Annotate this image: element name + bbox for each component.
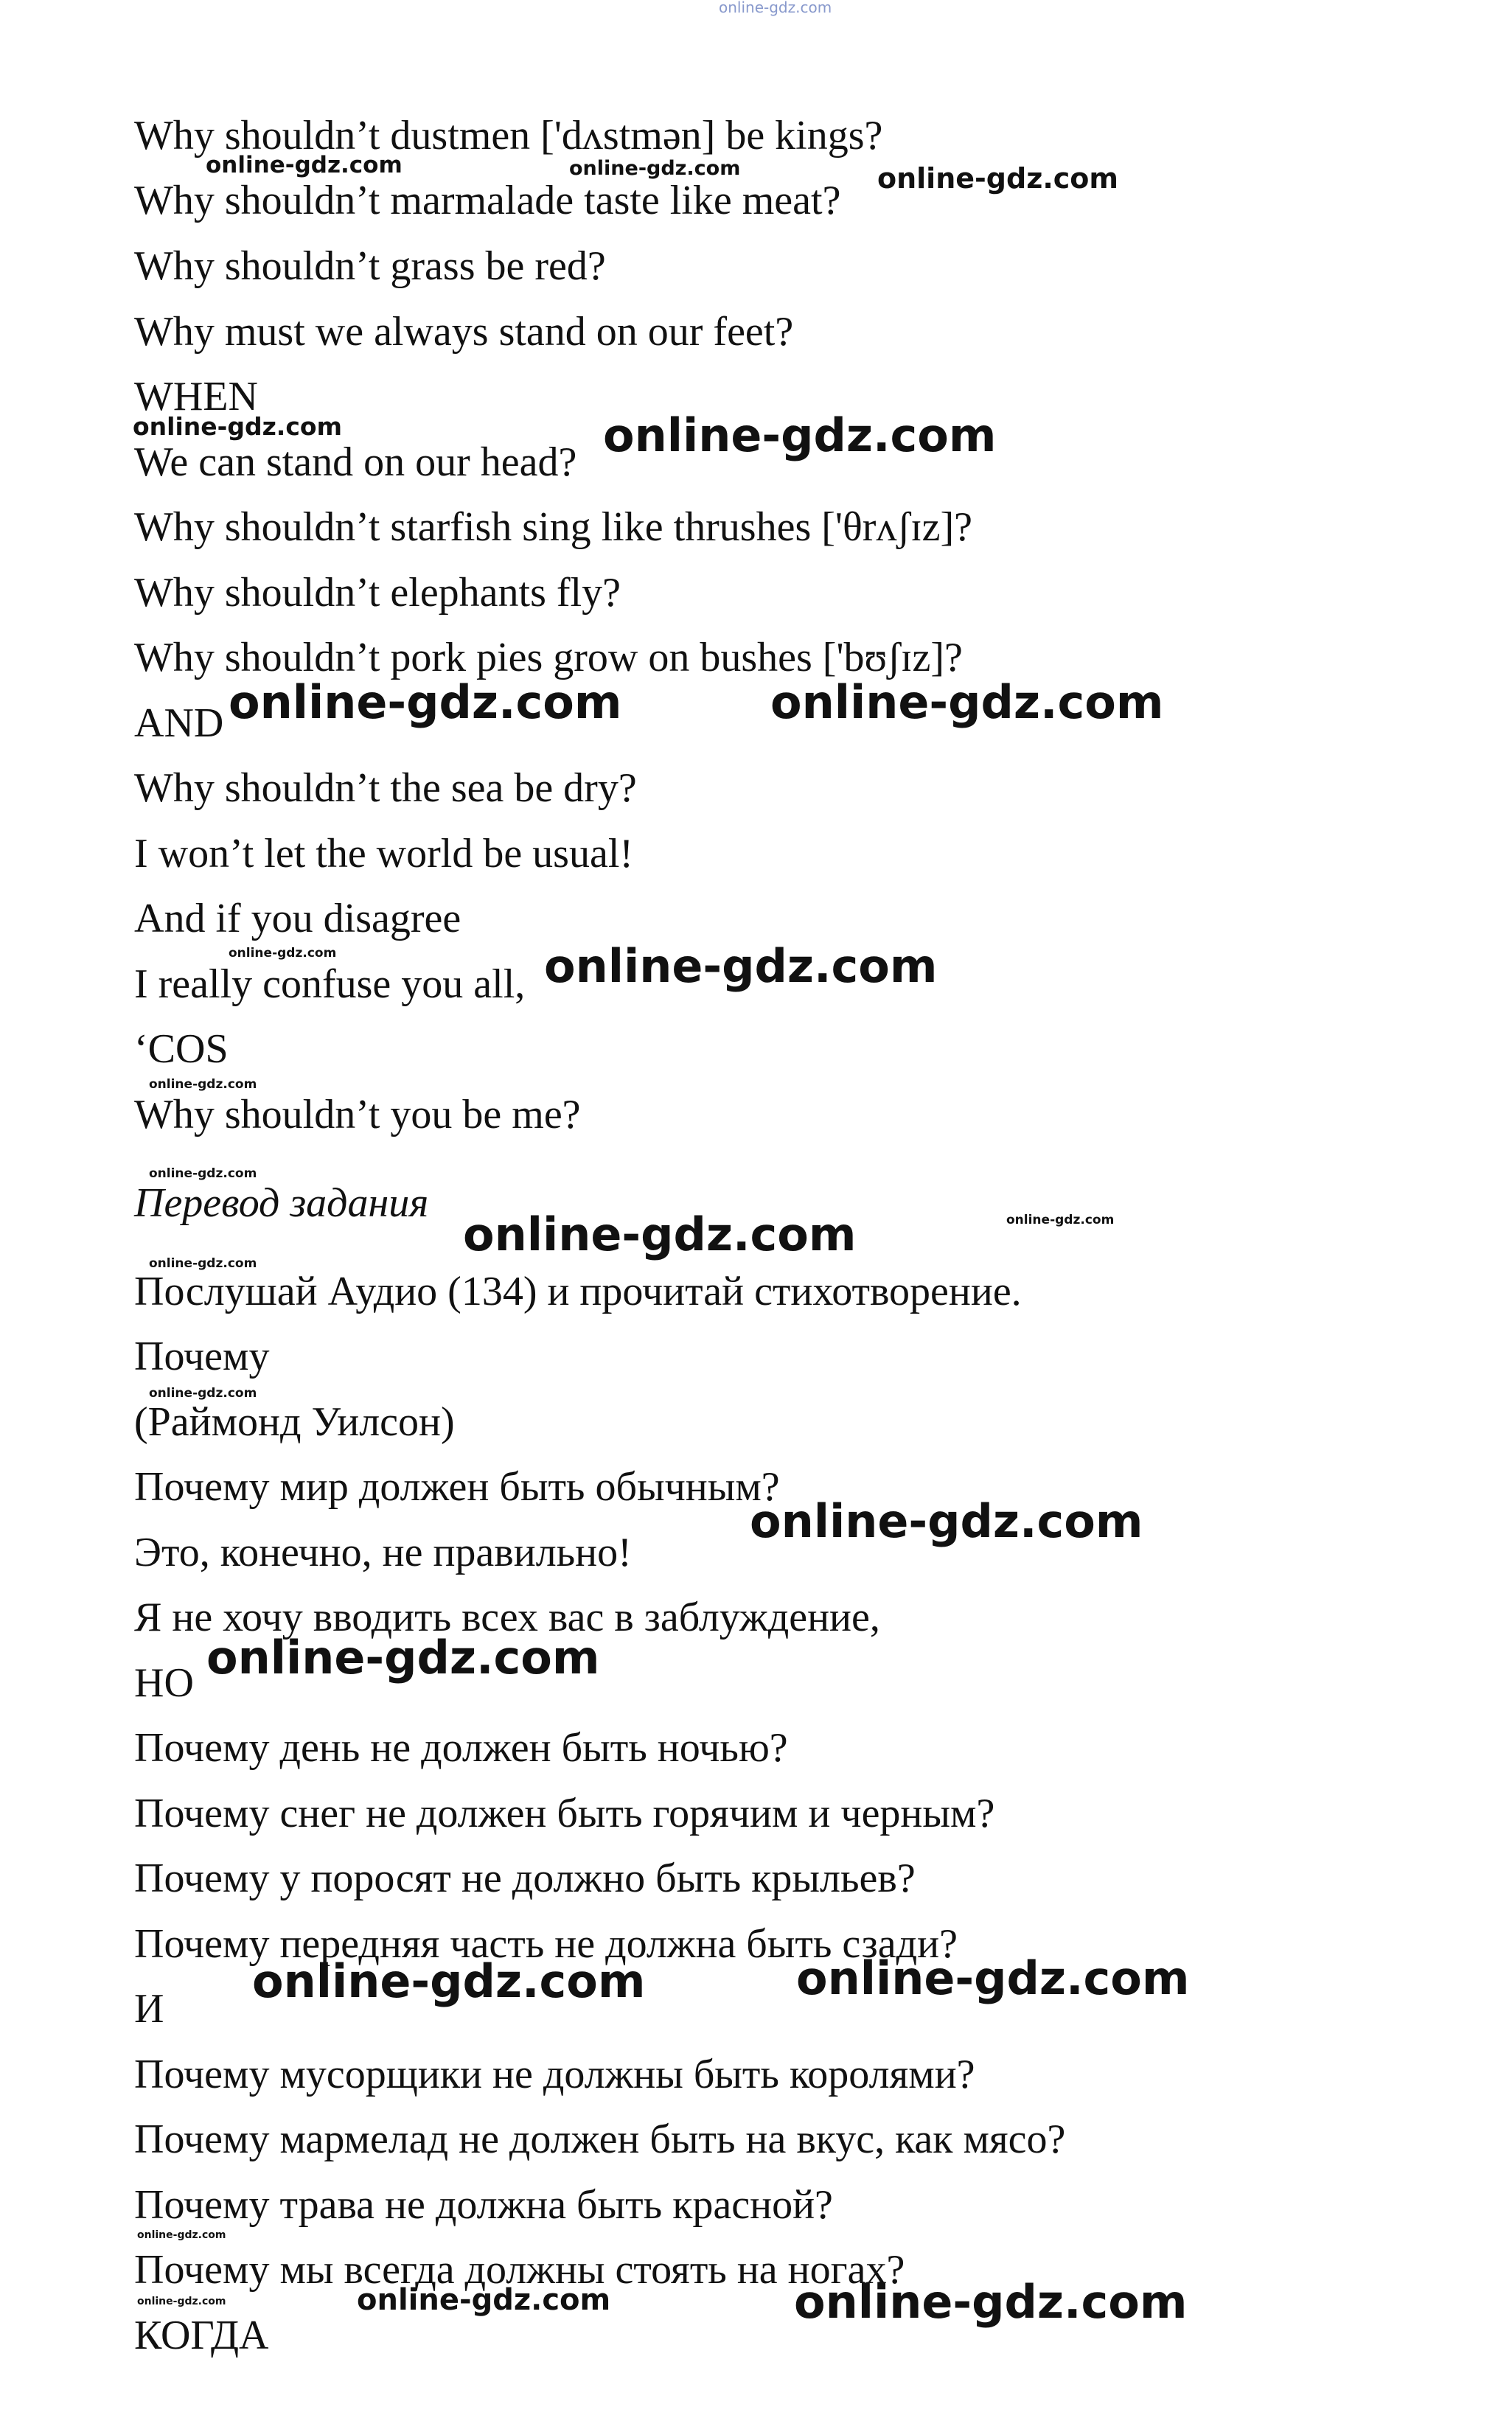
translation-line: Почему мармелад не должен быть на вкус, как мясо? bbox=[134, 2116, 1066, 2162]
watermark: online-gdz.com bbox=[252, 1954, 646, 2008]
translation-line: Почему мир должен быть обычным? bbox=[134, 1464, 780, 1510]
poem-line: Why shouldn’t elephants fly? bbox=[134, 570, 621, 616]
watermark: online-gdz.com bbox=[603, 408, 997, 462]
translation-line: Почему мусорщики не должны быть королями? bbox=[134, 2052, 975, 2097]
translation-heading: Перевод задания bbox=[134, 1180, 429, 1226]
watermark: online-gdz.com bbox=[137, 2229, 226, 2241]
translation-line: И bbox=[134, 1986, 164, 2032]
watermark: online-gdz.com bbox=[206, 1631, 600, 1684]
translation-line: Я не хочу вводить всех вас в заблуждение, bbox=[134, 1595, 880, 1640]
translation-line: КОГДА bbox=[134, 2313, 269, 2358]
watermark: online-gdz.com bbox=[463, 1208, 857, 1261]
translation-author: (Раймонд Уилсон) bbox=[134, 1399, 455, 1445]
header-watermark: online-gdz.com bbox=[719, 0, 832, 16]
translation-line: Почему день не должен быть ночью? bbox=[134, 1725, 788, 1771]
watermark: online-gdz.com bbox=[544, 939, 938, 993]
watermark: online-gdz.com bbox=[229, 946, 337, 961]
poem-line: Why shouldn’t starfish sing like thrushes ['θrʌʃɪz]? bbox=[134, 504, 973, 550]
watermark: online-gdz.com bbox=[794, 2275, 1188, 2329]
translation-line: Почему снег не должен быть горячим и черным? bbox=[134, 1791, 995, 1836]
poem-line: Why shouldn’t the sea be dry? bbox=[134, 765, 637, 811]
watermark: online-gdz.com bbox=[149, 1077, 257, 1092]
watermark: online-gdz.com bbox=[149, 1256, 257, 1271]
translation-title: Почему bbox=[134, 1334, 270, 1379]
poem-line: I really confuse you all, bbox=[134, 961, 526, 1007]
watermark: online-gdz.com bbox=[149, 1386, 257, 1401]
watermark: online-gdz.com bbox=[877, 162, 1118, 195]
poem-line: Why shouldn’t pork pies grow on bushes ['bʊʃɪz]? bbox=[134, 635, 963, 680]
poem-line: Why shouldn’t marmalade taste like meat? bbox=[134, 178, 841, 223]
watermark: online-gdz.com bbox=[569, 157, 741, 180]
poem-line: AND bbox=[134, 700, 224, 746]
translation-line: Почему мы всегда должны стоять на ногах? bbox=[134, 2247, 905, 2293]
watermark: online-gdz.com bbox=[149, 1166, 257, 1181]
poem-line: Why shouldn’t dustmen ['dʌstmən] be kings? bbox=[134, 113, 883, 158]
translation-line: НО bbox=[134, 1660, 194, 1706]
poem-line: Why shouldn’t grass be red? bbox=[134, 243, 606, 289]
translation-line: Почему передняя часть не должна быть сзади? bbox=[134, 1921, 958, 1967]
watermark: online-gdz.com bbox=[357, 2283, 611, 2317]
poem-line: I won’t let the world be usual! bbox=[134, 831, 634, 877]
translation-line: Почему у поросят не должно быть крыльев? bbox=[134, 1856, 916, 1901]
watermark: online-gdz.com bbox=[137, 2296, 226, 2307]
translation-line: Это, конечно, не правильно! bbox=[134, 1530, 632, 1575]
translation-instruction: Послушай Аудио (134) и прочитай стихотворение. bbox=[134, 1269, 1022, 1314]
watermark: online-gdz.com bbox=[750, 1494, 1143, 1548]
poem-line: Why shouldn’t you be me? bbox=[134, 1092, 581, 1137]
translation-line: Почему трава не должна быть красной? bbox=[134, 2182, 833, 2228]
watermark: online-gdz.com bbox=[133, 412, 342, 441]
poem-line: And if you disagree bbox=[134, 896, 461, 941]
poem-line: We can stand on our head? bbox=[134, 439, 577, 485]
poem-line: WHEN bbox=[134, 374, 258, 419]
watermark: online-gdz.com bbox=[770, 675, 1164, 729]
poem-line: ‘COS bbox=[134, 1026, 229, 1072]
watermark: online-gdz.com bbox=[1006, 1213, 1115, 1227]
watermark: online-gdz.com bbox=[229, 675, 622, 729]
watermark: online-gdz.com bbox=[206, 152, 403, 178]
watermark: online-gdz.com bbox=[796, 1951, 1190, 2005]
poem-line: Why must we always stand on our feet? bbox=[134, 309, 794, 355]
